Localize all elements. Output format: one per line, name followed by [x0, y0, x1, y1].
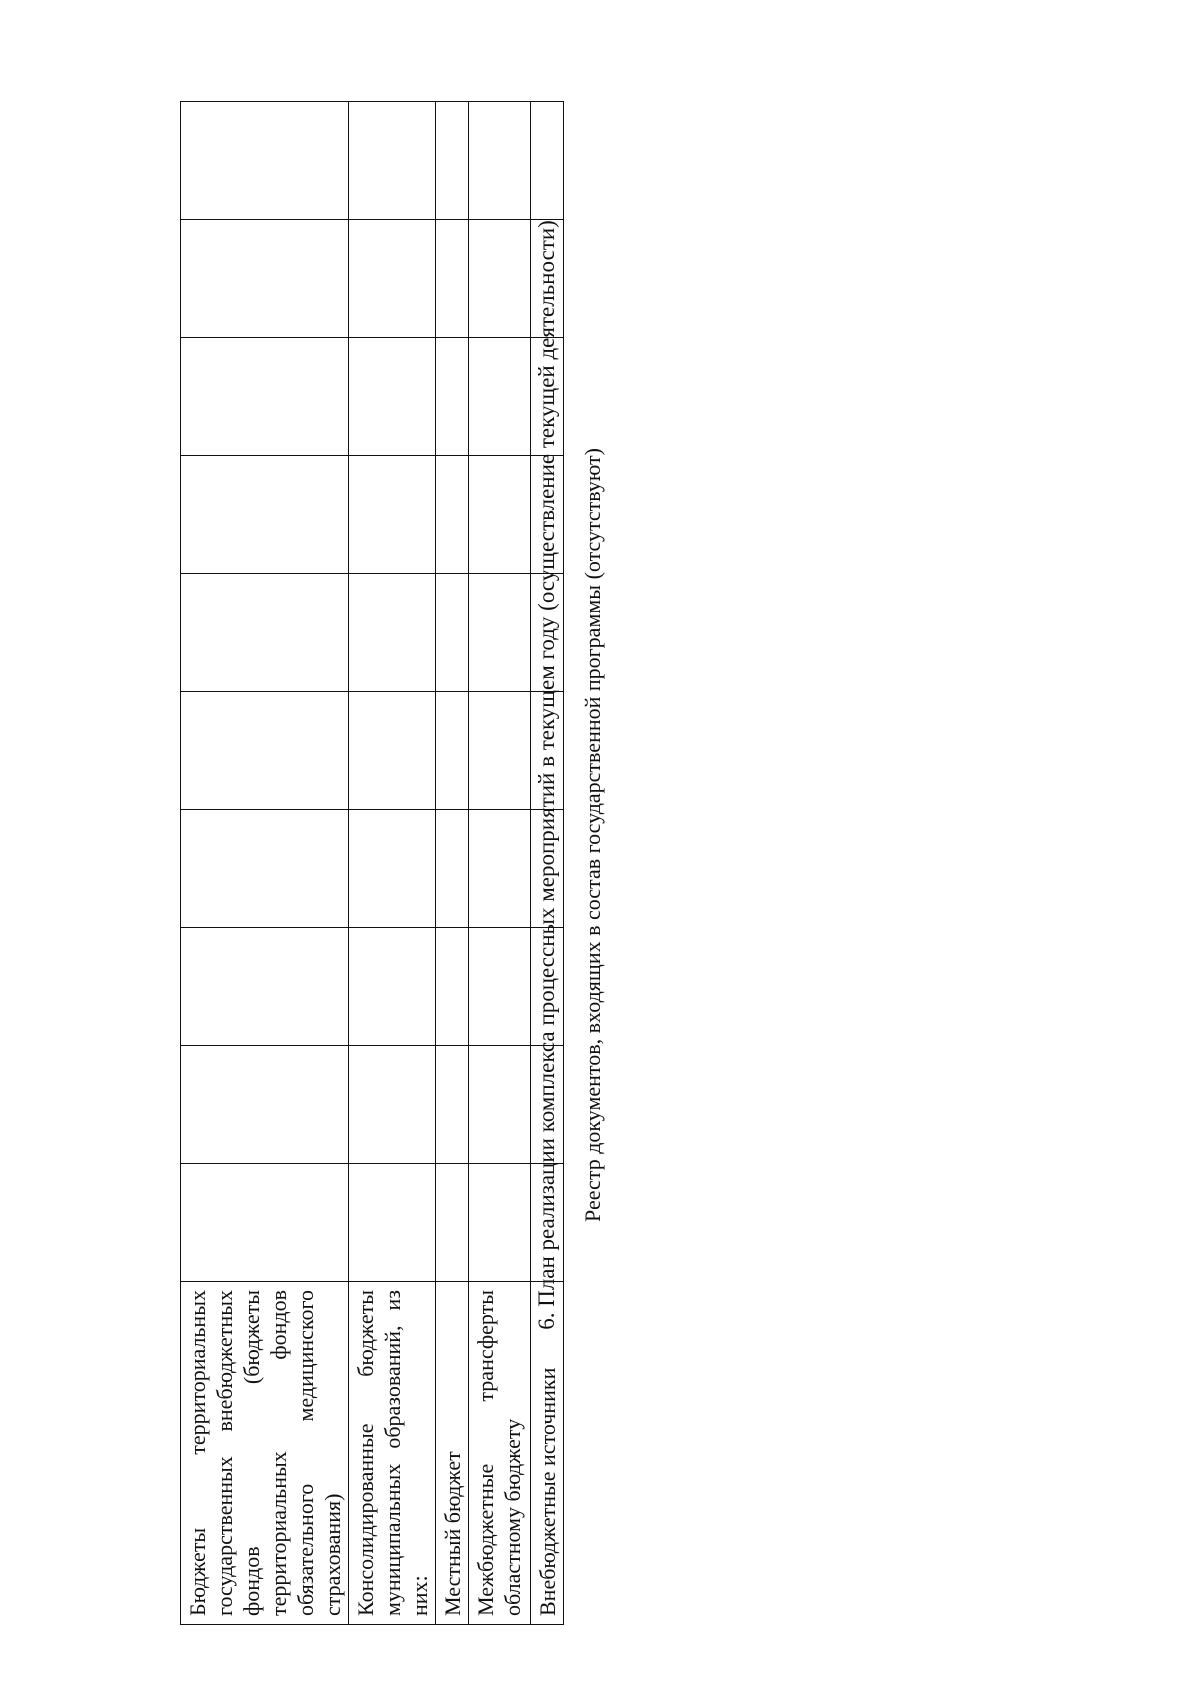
table-cell	[436, 928, 469, 1046]
table-cell	[436, 338, 469, 456]
table-cell	[469, 456, 531, 574]
table-cell	[181, 928, 349, 1046]
table-cell	[469, 692, 531, 810]
table-cell	[436, 220, 469, 338]
financing-table	[180, 101, 564, 1625]
table-cell	[181, 220, 349, 338]
table-cell	[181, 692, 349, 810]
row-label: Межбюджетные трансферты областному бюджету	[469, 1282, 531, 1625]
table-cell	[469, 1164, 531, 1282]
table-cell	[349, 692, 436, 810]
table-cell	[349, 220, 436, 338]
table-cell	[349, 810, 436, 928]
table-cell	[469, 1046, 531, 1164]
table-cell	[181, 338, 349, 456]
table-cell	[349, 574, 436, 692]
table-cell	[436, 102, 469, 220]
table-cell	[469, 810, 531, 928]
table-cell	[181, 1046, 349, 1164]
table-cell	[181, 810, 349, 928]
table-row	[181, 102, 349, 1625]
table-cell	[436, 456, 469, 574]
table-cell	[436, 692, 469, 810]
documents-registry-heading: Реестр документов, входящих в состав государственной программы (отсутствуют)	[580, 448, 605, 1222]
row-label: Бюджеты территориальных государственных внебюджетных фондов (бюджеты территориальных фондов обязательного медицинского страхования)	[181, 1282, 349, 1625]
table-cell	[349, 1164, 436, 1282]
table-cell	[349, 338, 436, 456]
table-cell	[436, 574, 469, 692]
table-cell	[349, 928, 436, 1046]
table-cell	[469, 574, 531, 692]
section-heading: 6. План реализации комплекса процессных мероприятий в текущем году (осуществление текущей деятельности)	[534, 220, 559, 1330]
table-cell	[469, 102, 531, 220]
table-row	[436, 102, 469, 1625]
table-row	[349, 102, 436, 1625]
table-cell	[436, 1046, 469, 1164]
table-cell	[181, 456, 349, 574]
table-cell	[181, 574, 349, 692]
table-cell	[181, 102, 349, 220]
row-label: Консолидированные бюджеты муниципальных образований, из них:	[349, 1282, 436, 1625]
table-cell	[436, 810, 469, 928]
table-row	[469, 102, 531, 1625]
table-cell	[436, 1164, 469, 1282]
table-cell	[349, 1046, 436, 1164]
table-cell	[349, 102, 436, 220]
row-label: Внебюджетные источники	[531, 1282, 564, 1625]
table-cell	[181, 1164, 349, 1282]
table-cell	[469, 220, 531, 338]
row-label: Местный бюджет	[436, 1282, 469, 1625]
table-cell	[469, 338, 531, 456]
table-cell	[469, 928, 531, 1046]
table-cell	[349, 456, 436, 574]
